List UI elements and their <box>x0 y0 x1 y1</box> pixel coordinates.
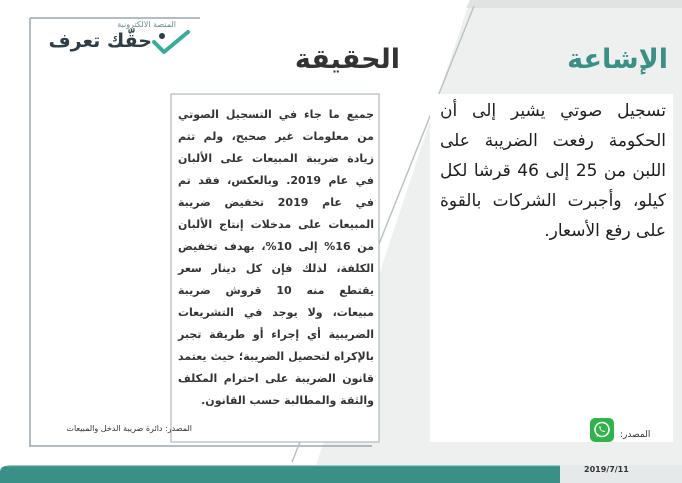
logo <box>40 16 190 60</box>
whatsapp-icon <box>590 418 614 442</box>
fact-title: الحقيقة <box>294 44 400 75</box>
logo-name: حقّك تعرف <box>48 30 152 52</box>
checkmark-icon <box>150 30 190 56</box>
footer-bar <box>0 462 682 483</box>
date: 2019/7/11 <box>584 465 629 474</box>
rumor-text: تسجيل صوتي يشير إلى أن الحكومة رفعت الضريبة على اللبن من 25 إلى 46 قرشا لكل كيلو، وأجبرت الشركات بالقوة على رفع الأسعار. <box>440 101 666 241</box>
fact-text: جميع ما جاء في التسجيل الصوتي من معلومات غير صحيح، ولم تتم زيادة ضريبة المبيعات على الألبان في عام 2019. وبالعكس، فقد تم في عام 2019 تخفيض ضريبة المبيعات على مدخلات إنتاج الألبان من 16% إلى 10%، بهدف تخفيض الكلفة، لذلك فإن كل دينار سعر يقتطع منه 10 قروش ضريبة مبيعات، ولا يوجد في التشريعات الضريبية أي إجراء أو طريقة تجبر بالإكراه لتحصيل الضريبة؛ حيث يعتمد قانون الضريبة على احترام المكلف والثقة والمطالبة حسب القانون. <box>178 108 374 407</box>
fact-source: المصدر: دائرة ضريبة الدخل والمبيعات <box>66 424 192 433</box>
rumor-source-label: المصدر: <box>620 430 651 440</box>
logo-tagline: المنصة الالكترونية <box>117 20 176 29</box>
rumor-title: الإشاعة <box>567 44 668 75</box>
